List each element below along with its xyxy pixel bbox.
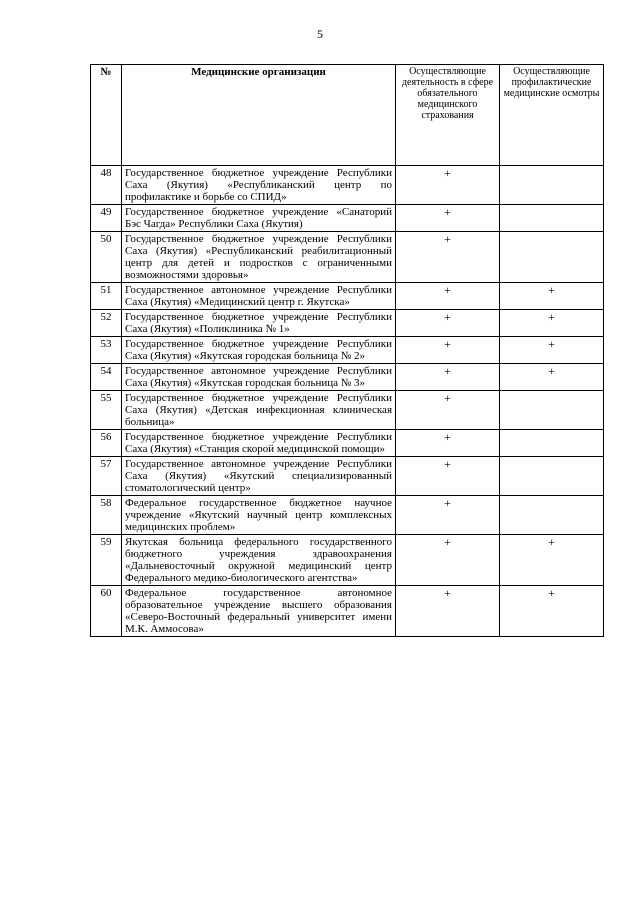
organization-name: Государственное бюджетное учреждение «Санаторий Бэс Чагда» Республики Саха (Якутия) [122, 205, 396, 232]
organization-name: Государственное автономное учреждение Республики Саха (Якутия) «Якутский специализированный стоматологический центр» [122, 457, 396, 496]
page-number: 5 [317, 27, 323, 41]
oms-mark: + [396, 337, 500, 364]
row-number: 48 [91, 166, 122, 205]
row-number: 53 [91, 337, 122, 364]
medical-organizations-table [90, 64, 604, 637]
row-number: 49 [91, 205, 122, 232]
preventive-exam-mark [500, 496, 604, 535]
row-number: 55 [91, 391, 122, 430]
row-number: 56 [91, 430, 122, 457]
header-organizations: Медицинские организации [122, 65, 396, 166]
organization-name: Государственное автономное учреждение Республики Саха (Якутия) «Медицинский центр г. Якутска» [122, 283, 396, 310]
oms-mark: + [396, 364, 500, 391]
table-row [91, 337, 604, 364]
oms-mark: + [396, 166, 500, 205]
organization-name: Федеральное государственное бюджетное научное учреждение «Якутский научный центр комплексных медицинских проблем» [122, 496, 396, 535]
table-row [91, 391, 604, 430]
oms-mark: + [396, 586, 500, 637]
organization-name: Государственное бюджетное учреждение Республики Саха (Якутия) «Детская инфекционная клиническая больница» [122, 391, 396, 430]
preventive-exam-mark: + [500, 283, 604, 310]
organization-name: Государственное бюджетное учреждение Республики Саха (Якутия) «Республиканский центр по профилактике и борьбе со СПИД» [122, 166, 396, 205]
organization-name: Государственное бюджетное учреждение Республики Саха (Якутия) «Республиканский реабилитационный центр для детей и подростков с ограниченными возможностями здоровья» [122, 232, 396, 283]
organization-name: Государственное бюджетное учреждение Республики Саха (Якутия) «Станция скорой медицинской помощи» [122, 430, 396, 457]
header-preventive-exams: Осуществляющие профилактические медицинские осмотры [500, 65, 604, 166]
table-row [91, 166, 604, 205]
row-number: 50 [91, 232, 122, 283]
row-number: 58 [91, 496, 122, 535]
header-oms-activity: Осуществляющие деятельность в сфере обязательного медицинского страхования [396, 65, 500, 166]
preventive-exam-mark [500, 232, 604, 283]
preventive-exam-mark [500, 166, 604, 205]
row-number: 52 [91, 310, 122, 337]
preventive-exam-mark [500, 457, 604, 496]
organization-name: Якутская больница федерального государственного бюджетного учреждения здравоохранения «Дальневосточный окружной медицинский центр Федерального медико-биологического агентства» [122, 535, 396, 586]
table-row [91, 283, 604, 310]
table-row [91, 310, 604, 337]
oms-mark: + [396, 391, 500, 430]
oms-mark: + [396, 232, 500, 283]
row-number: 54 [91, 364, 122, 391]
table-row [91, 535, 604, 586]
table-row [91, 205, 604, 232]
table-body [91, 166, 604, 637]
preventive-exam-mark: + [500, 337, 604, 364]
oms-mark: + [396, 283, 500, 310]
row-number: 59 [91, 535, 122, 586]
organization-name: Государственное бюджетное учреждение Республики Саха (Якутия) «Якутская городская больница № 2» [122, 337, 396, 364]
preventive-exam-mark: + [500, 364, 604, 391]
header-number: № [91, 65, 122, 166]
preventive-exam-mark [500, 391, 604, 430]
table-row [91, 232, 604, 283]
row-number: 57 [91, 457, 122, 496]
oms-mark: + [396, 310, 500, 337]
preventive-exam-mark [500, 430, 604, 457]
preventive-exam-mark: + [500, 310, 604, 337]
row-number: 60 [91, 586, 122, 637]
oms-mark: + [396, 535, 500, 586]
preventive-exam-mark: + [500, 586, 604, 637]
organization-name: Федеральное государственное автономное образовательное учреждение высшего образования «Северо-Восточный федеральный университет имени М.К. Аммосова» [122, 586, 396, 637]
table-row [91, 496, 604, 535]
organization-name: Государственное автономное учреждение Республики Саха (Якутия) «Якутская городская больница № 3» [122, 364, 396, 391]
preventive-exam-mark [500, 205, 604, 232]
preventive-exam-mark: + [500, 535, 604, 586]
table-row [91, 364, 604, 391]
oms-mark: + [396, 457, 500, 496]
row-number: 51 [91, 283, 122, 310]
oms-mark: + [396, 205, 500, 232]
oms-mark: + [396, 430, 500, 457]
oms-mark: + [396, 496, 500, 535]
table-header-row [91, 65, 604, 166]
table-row [91, 586, 604, 637]
table-row [91, 457, 604, 496]
organization-name: Государственное бюджетное учреждение Республики Саха (Якутия) «Поликлиника № 1» [122, 310, 396, 337]
table-row [91, 430, 604, 457]
